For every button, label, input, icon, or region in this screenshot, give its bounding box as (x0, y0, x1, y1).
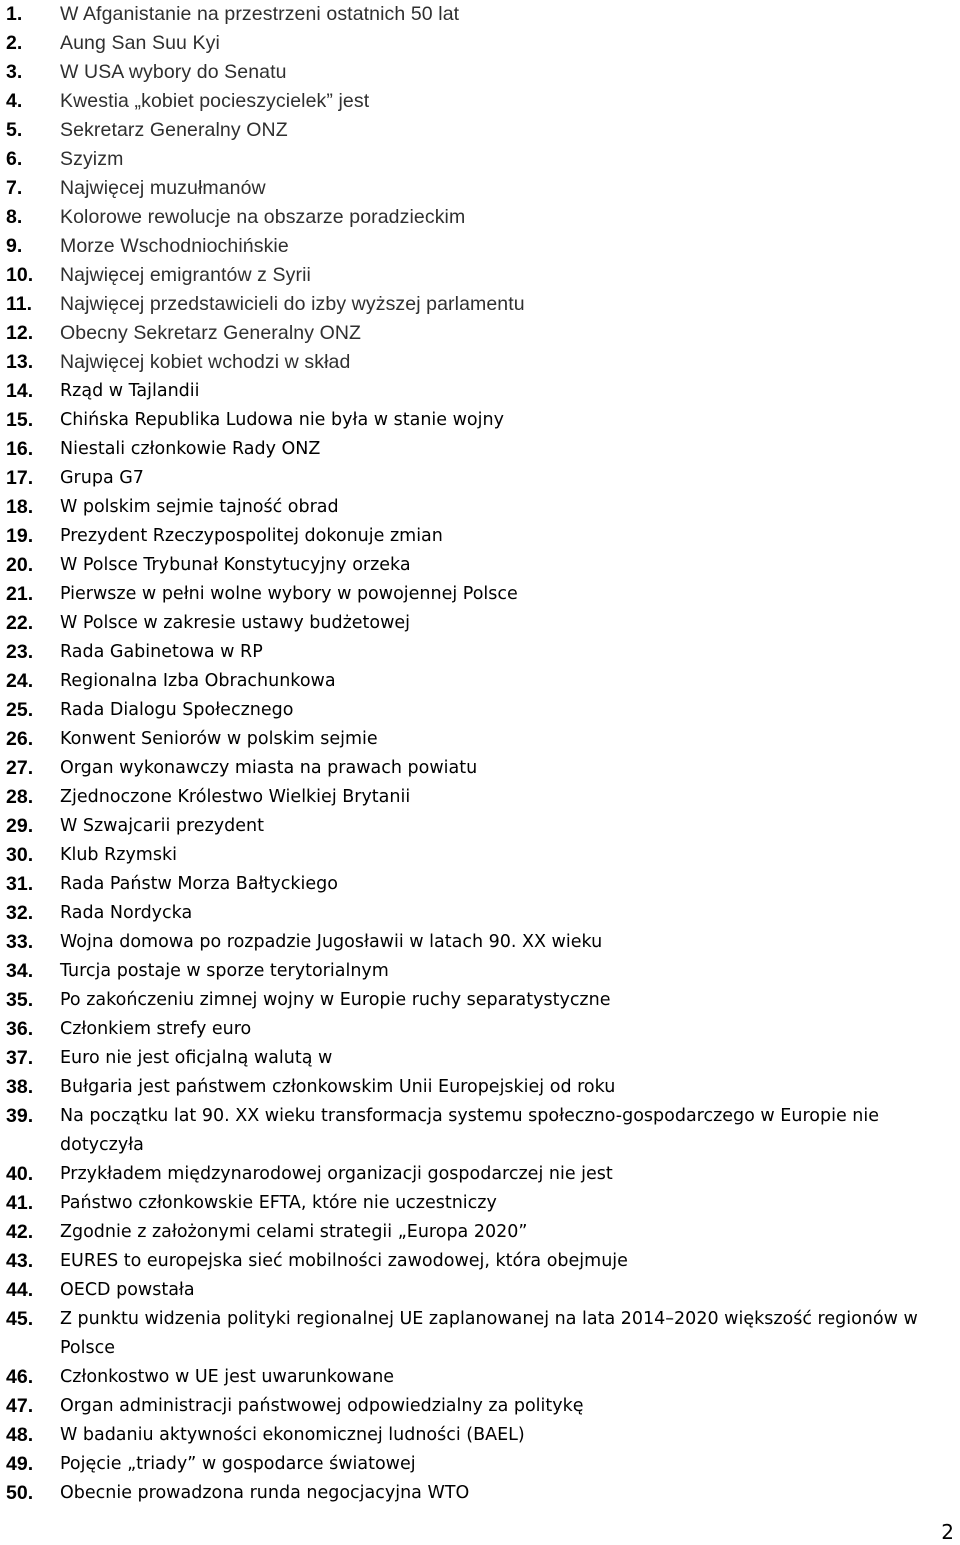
item-text: Organ administracji państwowej odpowiedzialny za politykę (60, 1396, 584, 1416)
item-number: 6. (6, 148, 23, 170)
item-text: Kolorowe rewolucje na obszarze poradzieckim (60, 206, 466, 228)
item-number: 9. (6, 235, 23, 257)
list-item (0, 754, 960, 783)
item-text: Obecnie prowadzona runda negocjacyjna WTO (60, 1483, 470, 1503)
list-item (0, 522, 960, 551)
item-number: 2. (6, 32, 23, 54)
item-text: Aung San Suu Kyi (60, 32, 220, 54)
item-number: 31. (6, 873, 34, 895)
item-text: W USA wybory do Senatu (60, 61, 287, 83)
list-item (0, 58, 960, 87)
item-text: W badaniu aktywności ekonomicznej ludności (BAEL) (60, 1425, 525, 1445)
item-number: 37. (6, 1047, 34, 1069)
item-text: Najwięcej przedstawicieli do izby wyższej parlamentu (60, 293, 525, 315)
item-number: 44. (6, 1279, 34, 1301)
item-number: 7. (6, 177, 23, 199)
item-number: 33. (6, 931, 34, 953)
item-text: W Polsce w zakresie ustawy budżetowej (60, 613, 411, 633)
item-text: W Szwajcarii prezydent (60, 816, 264, 836)
list-item (0, 435, 960, 464)
page-number: 2 (941, 1520, 954, 1544)
item-number: 42. (6, 1221, 34, 1243)
item-text: Prezydent Rzeczypospolitej dokonuje zmian (60, 526, 443, 546)
list-item (0, 203, 960, 232)
item-text: Organ wykonawczy miasta na prawach powiatu (60, 758, 478, 778)
item-text: Członkiem strefy euro (60, 1019, 252, 1039)
list-item (0, 261, 960, 290)
list-item (0, 696, 960, 725)
item-number: 34. (6, 960, 34, 982)
item-text: Rada Państw Morza Bałtyckiego (60, 874, 338, 894)
item-number: 45. (6, 1308, 34, 1330)
item-number: 41. (6, 1192, 34, 1214)
list-item (0, 580, 960, 609)
list-item (0, 1421, 960, 1450)
item-text: Zgodnie z założonymi celami strategii „Europa 2020” (60, 1222, 528, 1242)
list-item (0, 29, 960, 58)
list-item (0, 1073, 960, 1102)
item-text: Obecny Sekretarz Generalny ONZ (60, 322, 362, 344)
list-item (0, 609, 960, 638)
item-text: Rada Gabinetowa w RP (60, 642, 263, 662)
list-item (0, 406, 960, 435)
item-text: Morze Wschodniochińskie (60, 235, 289, 257)
list-item (0, 0, 960, 29)
item-number: 48. (6, 1424, 34, 1446)
item-number: 24. (6, 670, 34, 692)
item-text: W Polsce Trybunał Konstytucyjny orzeka (60, 555, 411, 575)
item-number: 18. (6, 496, 34, 518)
item-number: 40. (6, 1163, 34, 1185)
list-item (0, 1392, 960, 1421)
item-text: Pojęcie „triady” w gospodarce światowej (60, 1454, 416, 1474)
item-text: Regionalna Izba Obrachunkowa (60, 671, 336, 691)
item-text: Rząd w Tajlandii (60, 381, 200, 401)
item-number: 36. (6, 1018, 34, 1040)
list-item (0, 116, 960, 145)
list-item (0, 377, 960, 406)
item-number: 39. (6, 1105, 34, 1127)
list-item (0, 464, 960, 493)
item-text: Najwięcej kobiet wchodzi w skład (60, 351, 351, 373)
list-item (0, 870, 960, 899)
item-number: 10. (6, 264, 34, 286)
item-number: 25. (6, 699, 34, 721)
item-text: Bułgaria jest państwem członkowskim Unii Europejskiej od roku (60, 1077, 616, 1097)
list-item (0, 1450, 960, 1479)
item-text: Chińska Republika Ludowa nie była w stanie wojny (60, 410, 504, 430)
list-item (0, 551, 960, 580)
item-number: 15. (6, 409, 34, 431)
item-text: Euro nie jest oficjalną walutą w (60, 1048, 333, 1068)
list-item (0, 1102, 960, 1160)
item-text: OECD powstała (60, 1280, 195, 1300)
item-number: 23. (6, 641, 34, 663)
item-number: 13. (6, 351, 34, 373)
item-number: 43. (6, 1250, 34, 1272)
list-item (0, 667, 960, 696)
item-number: 50. (6, 1482, 34, 1504)
item-text: Szyizm (60, 148, 124, 170)
list-item (0, 87, 960, 116)
list-item (0, 986, 960, 1015)
list-item (0, 1218, 960, 1247)
item-text: Państwo członkowskie EFTA, które nie uczestniczy (60, 1193, 497, 1213)
list-item (0, 232, 960, 261)
item-text: W Afganistanie na przestrzeni ostatnich 50 lat (60, 3, 460, 25)
list-item (0, 899, 960, 928)
item-text: Rada Nordycka (60, 903, 193, 923)
item-text: Wojna domowa po rozpadzie Jugosławii w latach 90. XX wieku (60, 932, 603, 952)
item-number: 8. (6, 206, 23, 228)
list-item (0, 319, 960, 348)
item-text: Pierwsze w pełni wolne wybory w powojennej Polsce (60, 584, 518, 604)
list-item (0, 1363, 960, 1392)
item-number: 4. (6, 90, 23, 112)
item-number: 38. (6, 1076, 34, 1098)
item-number: 16. (6, 438, 34, 460)
item-text: Niestali członkowie Rady ONZ (60, 439, 321, 459)
item-number: 46. (6, 1366, 34, 1388)
list-item (0, 725, 960, 754)
list-item (0, 1247, 960, 1276)
list-item (0, 290, 960, 319)
item-text: Przykładem międzynarodowej organizacji gospodarczej nie jest (60, 1164, 613, 1184)
list-item (0, 493, 960, 522)
item-number: 20. (6, 554, 34, 576)
item-text: Członkostwo w UE jest uwarunkowane (60, 1367, 395, 1387)
item-text: Turcja postaje w sporze terytorialnym (60, 961, 389, 981)
item-text: Najwięcej emigrantów z Syrii (60, 264, 311, 286)
item-number: 27. (6, 757, 34, 779)
list-item (0, 841, 960, 870)
list-item (0, 957, 960, 986)
list-item (0, 348, 960, 377)
list-item (0, 1015, 960, 1044)
list-item (0, 174, 960, 203)
item-number: 12. (6, 322, 34, 344)
list-item (0, 1160, 960, 1189)
item-text: Po zakończeniu zimnej wojny w Europie ruchy separatystyczne (60, 990, 611, 1010)
item-text: Rada Dialogu Społecznego (60, 700, 294, 720)
item-number: 26. (6, 728, 34, 750)
list-item (0, 928, 960, 957)
item-text: EURES to europejska sieć mobilności zawodowej, która obejmuje (60, 1251, 628, 1271)
item-number: 22. (6, 612, 34, 634)
item-number: 49. (6, 1453, 34, 1475)
item-number: 21. (6, 583, 34, 605)
item-number: 47. (6, 1395, 34, 1417)
item-text: W polskim sejmie tajność obrad (60, 497, 339, 517)
list-item (0, 145, 960, 174)
list-item (0, 783, 960, 812)
item-number: 19. (6, 525, 34, 547)
list-item (0, 638, 960, 667)
list-item (0, 1305, 960, 1363)
item-text: Na początku lat 90. XX wieku transformacja systemu społeczno-gospodarczego w Europie nie dotyczyła (60, 1106, 879, 1155)
item-number: 17. (6, 467, 34, 489)
item-number: 3. (6, 61, 23, 83)
item-text: Najwięcej muzułmanów (60, 177, 266, 199)
item-text: Konwent Seniorów w polskim sejmie (60, 729, 378, 749)
item-number: 5. (6, 119, 23, 141)
item-text: Kwestia „kobiet pocieszycielek” jest (60, 90, 370, 112)
list-item (0, 1479, 960, 1508)
item-number: 30. (6, 844, 34, 866)
item-text: Grupa G7 (60, 468, 144, 488)
item-text: Sekretarz Generalny ONZ (60, 119, 288, 141)
list-item (0, 1276, 960, 1305)
list-item (0, 812, 960, 841)
item-number: 29. (6, 815, 34, 837)
item-number: 1. (6, 3, 23, 25)
item-text: Z punktu widzenia polityki regionalnej UE zaplanowanej na lata 2014–2020 większość regionów w Polsce (60, 1309, 918, 1358)
item-number: 14. (6, 380, 34, 402)
item-number: 32. (6, 902, 34, 924)
item-number: 35. (6, 989, 34, 1011)
item-number: 11. (6, 293, 33, 315)
item-text: Zjednoczone Królestwo Wielkiej Brytanii (60, 787, 411, 807)
list-item (0, 1189, 960, 1218)
item-number: 28. (6, 786, 34, 808)
list-item (0, 1044, 960, 1073)
item-text: Klub Rzymski (60, 845, 177, 865)
